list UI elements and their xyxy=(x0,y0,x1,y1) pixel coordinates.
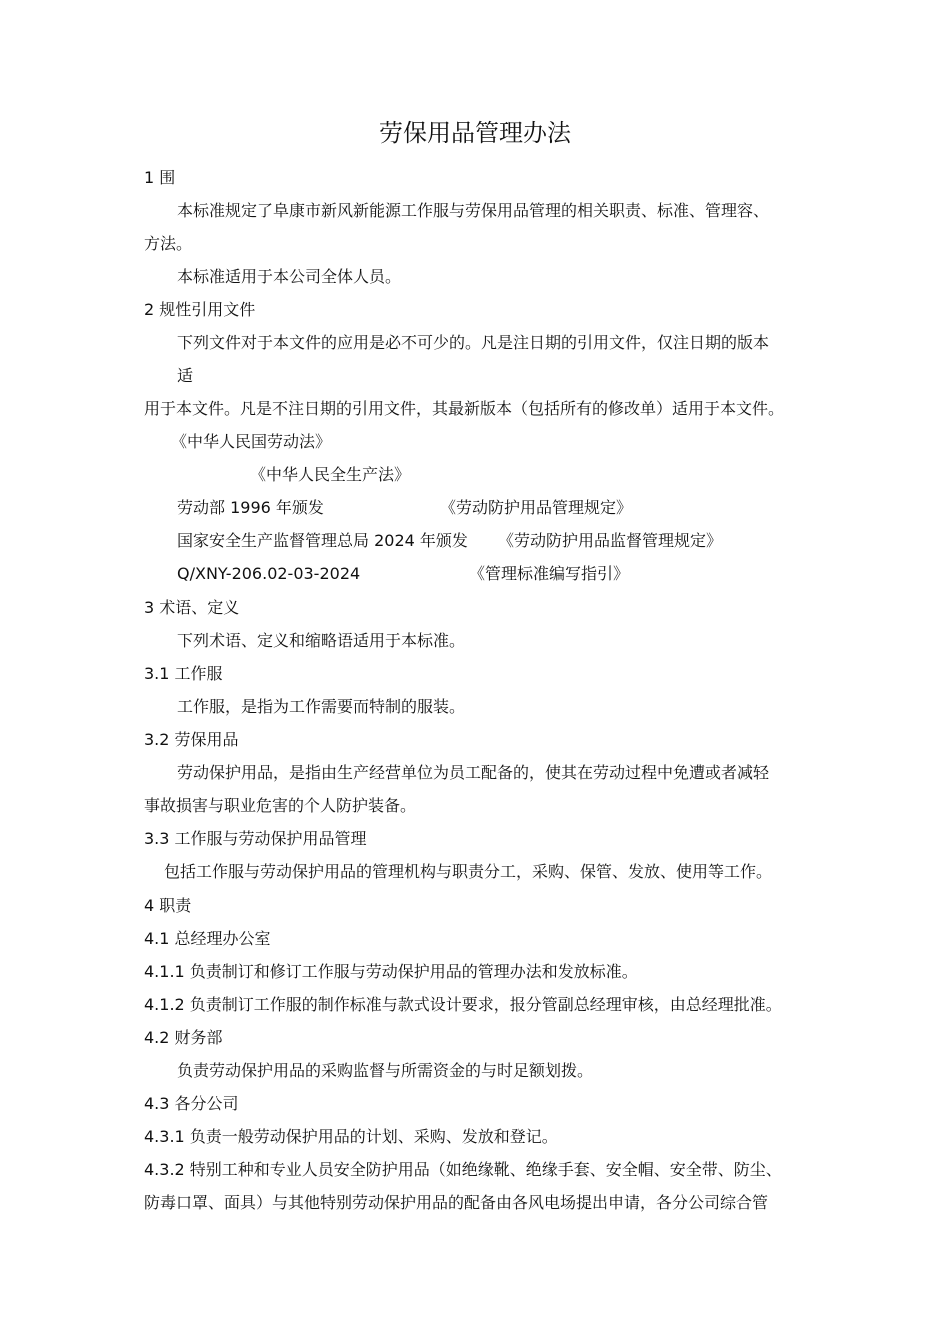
section-4-3-2-cont: 防毒口罩、面具）与其他特别劳动保护用品的配备由各风电场提出申请，各分公司综合管 xyxy=(144,1193,769,1212)
section-1-paragraph-2: 本标准适用于本公司全体人员。 xyxy=(177,267,402,286)
section-4-1-heading: 4.1 总经理办公室 xyxy=(144,929,271,948)
section-3-paragraph: 下列术语、定义和缩略语适用于本标准。 xyxy=(177,631,466,650)
section-1-paragraph-1-cont: 方法。 xyxy=(144,234,193,253)
reference-3-issuer: 劳动部 1996 年颁发 xyxy=(177,498,324,517)
section-4-3-heading: 4.3 各分公司 xyxy=(144,1094,239,1113)
section-1-heading: 1 围 xyxy=(144,168,176,187)
section-3-heading: 3 术语、定义 xyxy=(144,598,240,617)
reference-3-title: 《劳动防护用品管理规定》 xyxy=(440,498,633,517)
section-3-2-paragraph: 劳动保护用品，是指由生产经营单位为员工配备的，使其在劳动过程中免遭或者减轻 xyxy=(177,763,770,782)
section-3-3-paragraph: 包括工作服与劳动保护用品的管理机构与职责分工，采购、保管、发放、使用等工作。 xyxy=(164,862,773,881)
section-2-paragraph-1-cont: 用于本文件。凡是不注日期的引用文件，其最新版本（包括所有的修改单）适用于本文件。 xyxy=(144,399,785,418)
reference-2: 《中华人民全生产法》 xyxy=(250,465,411,484)
reference-5-code: Q/XNY-206.02-03-2024 xyxy=(177,564,361,583)
reference-4-title: 《劳动防护用品监督管理规定》 xyxy=(498,531,723,550)
section-3-2-heading: 3.2 劳保用品 xyxy=(144,730,239,749)
section-4-1-2: 4.1.2 负责制订工作服的制作标准与款式设计要求，报分管副总经理审核，由总经理批准。 xyxy=(144,995,782,1014)
section-2-paragraph-1: 下列文件对于本文件的应用是必不可少的。凡是注日期的引用文件，仅注日期的版本 xyxy=(177,333,770,352)
section-3-1-heading: 3.1 工作服 xyxy=(144,664,223,683)
section-3-3-heading: 3.3 工作服与劳动保护用品管理 xyxy=(144,829,367,848)
section-3-1-paragraph: 工作服，是指为工作需要而特制的服装。 xyxy=(177,697,466,716)
section-4-3-2: 4.3.2 特别工种和专业人员安全防护用品（如绝缘靴、绝缘手套、安全帽、安全带、防尘、 xyxy=(144,1160,782,1179)
section-3-2-paragraph-cont: 事故损害与职业危害的个人防护装备。 xyxy=(144,796,417,815)
document-title: 劳保用品管理办法 xyxy=(379,119,571,147)
section-2-paragraph-1-wrap: 适 xyxy=(177,366,194,385)
section-4-2-paragraph: 负责劳动保护用品的采购监督与所需资金的与时足额划拨。 xyxy=(177,1061,594,1080)
section-2-heading: 2 规性引用文件 xyxy=(144,300,256,319)
section-4-2-heading: 4.2 财务部 xyxy=(144,1028,223,1047)
reference-4-issuer: 国家安全生产监督管理总局 2024 年颁发 xyxy=(177,531,468,550)
section-1-paragraph-1: 本标准规定了阜康市新风新能源工作服与劳保用品管理的相关职责、标准、管理容、 xyxy=(177,201,770,220)
section-4-heading: 4 职责 xyxy=(144,896,192,915)
section-4-1-1: 4.1.1 负责制订和修订工作服与劳动保护用品的管理办法和发放标准。 xyxy=(144,962,638,981)
reference-5-title: 《管理标准编写指引》 xyxy=(469,564,630,583)
reference-1: 《中华人民国劳动法》 xyxy=(171,432,332,451)
section-4-3-1: 4.3.1 负责一般劳动保护用品的计划、采购、发放和登记。 xyxy=(144,1127,558,1146)
